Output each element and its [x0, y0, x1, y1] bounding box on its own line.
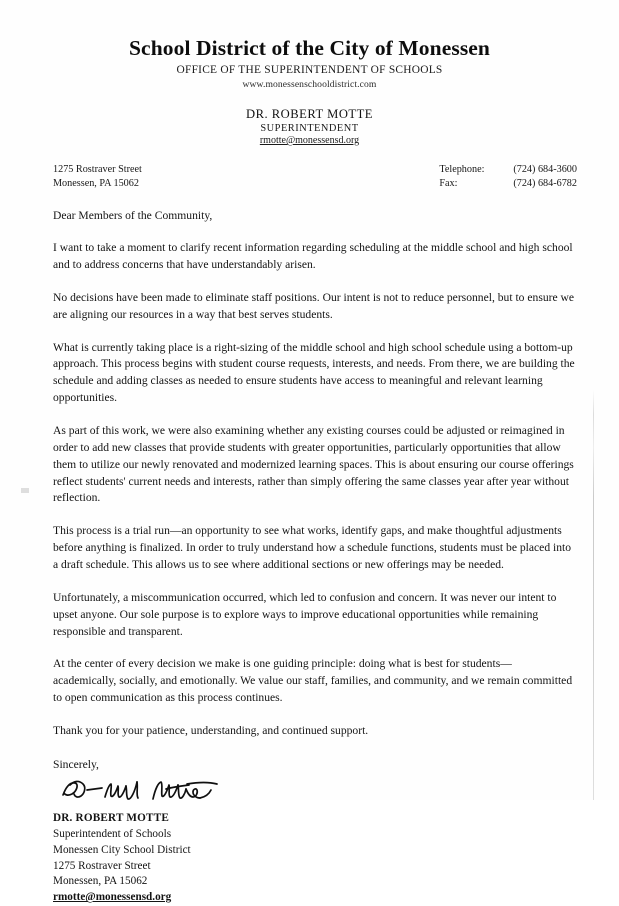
address-line-2: Monessen, PA 15062 [53, 178, 139, 190]
letter-paragraph: No decisions have been made to eliminate staff positions. Our intent is not to reduce personnel, but to ensure we are aligning our resources in a way that best serves students. [53, 290, 575, 321]
letter-paragraph: What is currently taking place is a right-sizing of the middle school and high school schedule using a bottom-up approach. This process begins with student course requests, interests, and needs. From there, we are building the schedule and adding classes as needed to ensure students have access to meaningful and relevant learning opportunities. [53, 340, 575, 405]
signature-name: DR. ROBERT MOTTE [53, 811, 170, 824]
signature-email-link[interactable]: rmotte@monessensd.org [53, 891, 172, 904]
letterhead [0, 0, 619, 90]
superintendent-role: SUPERINTENDENT [260, 123, 359, 135]
letter-paragraph: Thank you for your patience, understanding, and continued support. [53, 723, 369, 737]
signature-title: Superintendent of Schools [53, 827, 172, 840]
superintendent-name: DR. ROBERT MOTTE [245, 107, 373, 122]
fax-value: (724) 684-6782 [513, 178, 577, 190]
contact-row [0, 163, 619, 197]
district-title: School District of the City of Monessen [129, 36, 490, 60]
letter-paragraph: At the center of every decision we make is one guiding principle: doing what is best for students—academically, socially, and emotionally. We value our staff, families, and community, and we remain committed to open communication as this process continues. [53, 657, 573, 705]
closing-line: Sincerely, [53, 757, 99, 771]
letter-paragraph: I want to take a moment to clarify recent information regarding scheduling at the middle school and high school and to address concerns that have understandably arisen. [53, 241, 573, 271]
signature-address-line-1: 1275 Rostraver Street [53, 859, 151, 872]
signature-address-line-2: Monessen, PA 15062 [53, 875, 148, 888]
letter-paragraph: As part of this work, we were also examining whether any existing courses could be adjusted or reimagined in order to add new classes that provide students with greater opportunities, particularly opportunities that allow them to utilize our newly renovated and modernized learning spaces. This is about ensuring our course offerings reflect students' current needs and interests, rather than simply offering the same classes year after year without reflection. [53, 423, 574, 505]
salutation: Dear Members of the Community, [53, 209, 213, 223]
superintendent-email-link[interactable]: rmotte@monessensd.org [259, 135, 360, 147]
handwritten-signature [57, 773, 575, 811]
scan-artifact-vertical-line [593, 390, 594, 800]
fax-label: Fax: [439, 178, 458, 190]
telephone-value: (724) 684-3600 [513, 164, 577, 176]
office-subtitle: OFFICE OF THE SUPERINTENDENT OF SCHOOLS [176, 64, 443, 77]
signature-block [53, 811, 575, 906]
address-line-1: 1275 Rostraver Street [53, 164, 142, 176]
signature-district: Monessen City School District [53, 843, 191, 856]
letter-paragraph: Unfortunately, a miscommunication occurred, which led to confusion and concern. It was never our intent to upset anyone. Our sole purpose is to explore ways to improve educational opportunities while remaining responsible and transparent. [53, 590, 557, 638]
scan-artifact-speck [21, 488, 29, 493]
letter-body [0, 209, 619, 906]
superintendent-block [0, 107, 619, 146]
telephone-row [439, 163, 577, 177]
letter-paragraph: This process is a trial run—an opportunity to see what works, identify gaps, and make thoughtful adjustments before anything is finalized. In order to truly understand how a schedule functions, students must be placed into a draft schedule. This allows us to see where additional sections or new offerings may be needed. [53, 524, 572, 571]
telephone-label: Telephone: [439, 164, 485, 176]
fax-row [439, 177, 577, 191]
phone-fax-table [439, 163, 577, 191]
district-website[interactable]: www.monessenschooldistrict.com [242, 79, 377, 91]
